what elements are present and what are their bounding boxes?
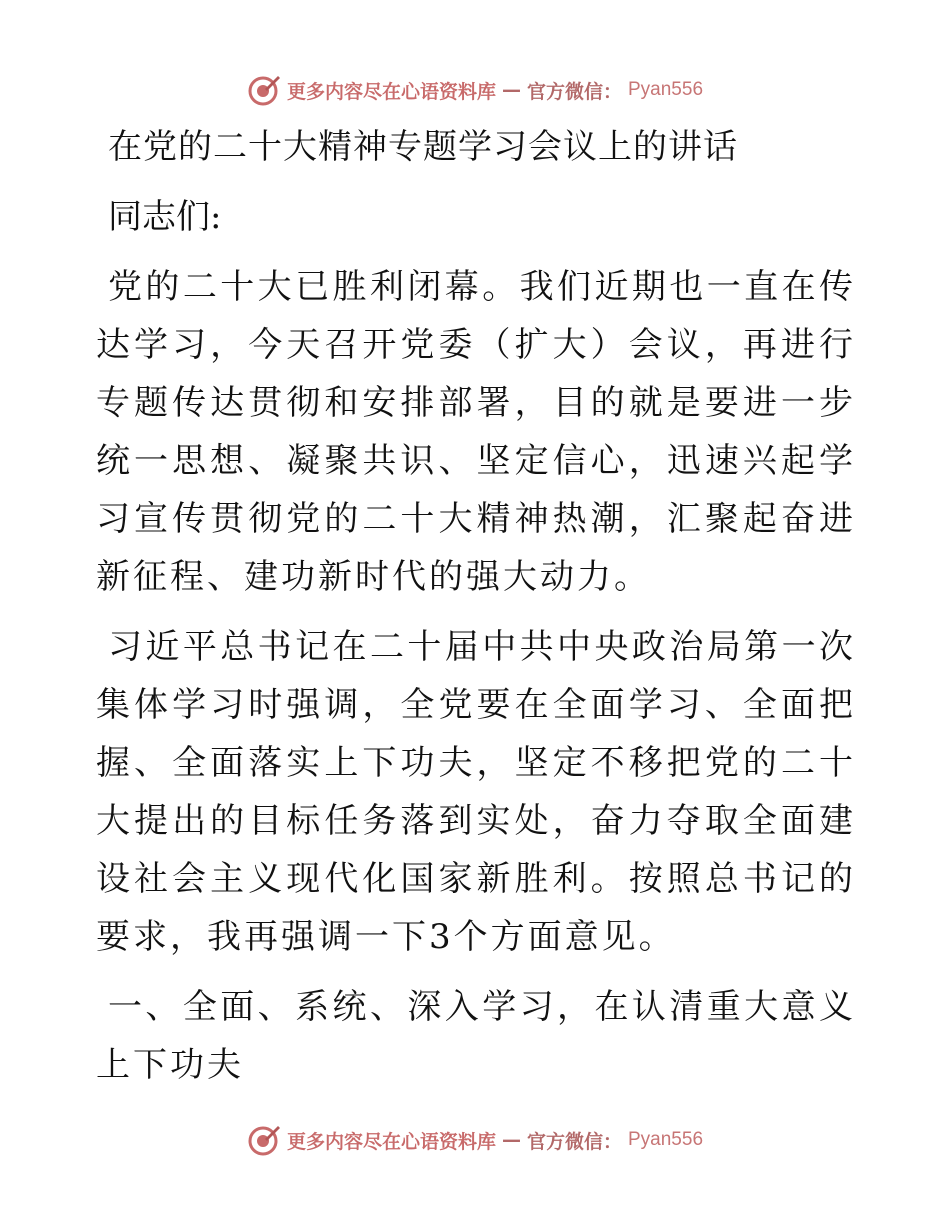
banner-dash: — — [501, 1129, 521, 1151]
banner-wechat-id: Pyan556 — [628, 1129, 704, 1150]
section-heading-1: 一、全面、系统、深入学习，在认清重大意义上下功夫 — [96, 987, 856, 1085]
greeting: 同志们: — [108, 197, 222, 237]
banner-wechat-label: 官方微信： — [526, 80, 622, 103]
pen-logo-icon — [247, 1123, 281, 1157]
paragraph-1: 党的二十大已胜利闭幕。我们近期也一直在传达学习，今天召开党委（扩大）会议，再进行专题传达贯彻和安排部署，目的就是要进一步统一思想、凝聚共识、坚定信心，迅速兴起学习宣传贯彻党的二十大精神热潮，汇聚起奋进新征程、建功新时代的强大动力。 — [96, 267, 856, 597]
header-banner — [0, 70, 950, 110]
pen-logo-icon — [247, 73, 281, 107]
document-title: 在党的二十大精神专题学习会议上的讲话 — [108, 127, 738, 167]
banner-wechat-label: 官方微信： — [526, 1130, 622, 1153]
banner-main-text: 更多内容尽在心语资料库 — [286, 1130, 496, 1153]
document-body — [96, 118, 856, 1094]
banner-dash: — — [501, 79, 521, 101]
footer-banner — [0, 1120, 950, 1160]
paragraph-2: 习近平总书记在二十届中共中央政治局第一次集体学习时强调，全党要在全面学习、全面把握、全面落实上下功夫，坚定不移把党的二十大提出的目标任务落到实处，奋力夺取全面建设社会主义现代化国家新胜利。按照总书记的要求，我再强调一下3个方面意见。 — [96, 627, 856, 957]
banner-main-text: 更多内容尽在心语资料库 — [286, 80, 496, 103]
banner-wechat-id: Pyan556 — [628, 79, 704, 100]
